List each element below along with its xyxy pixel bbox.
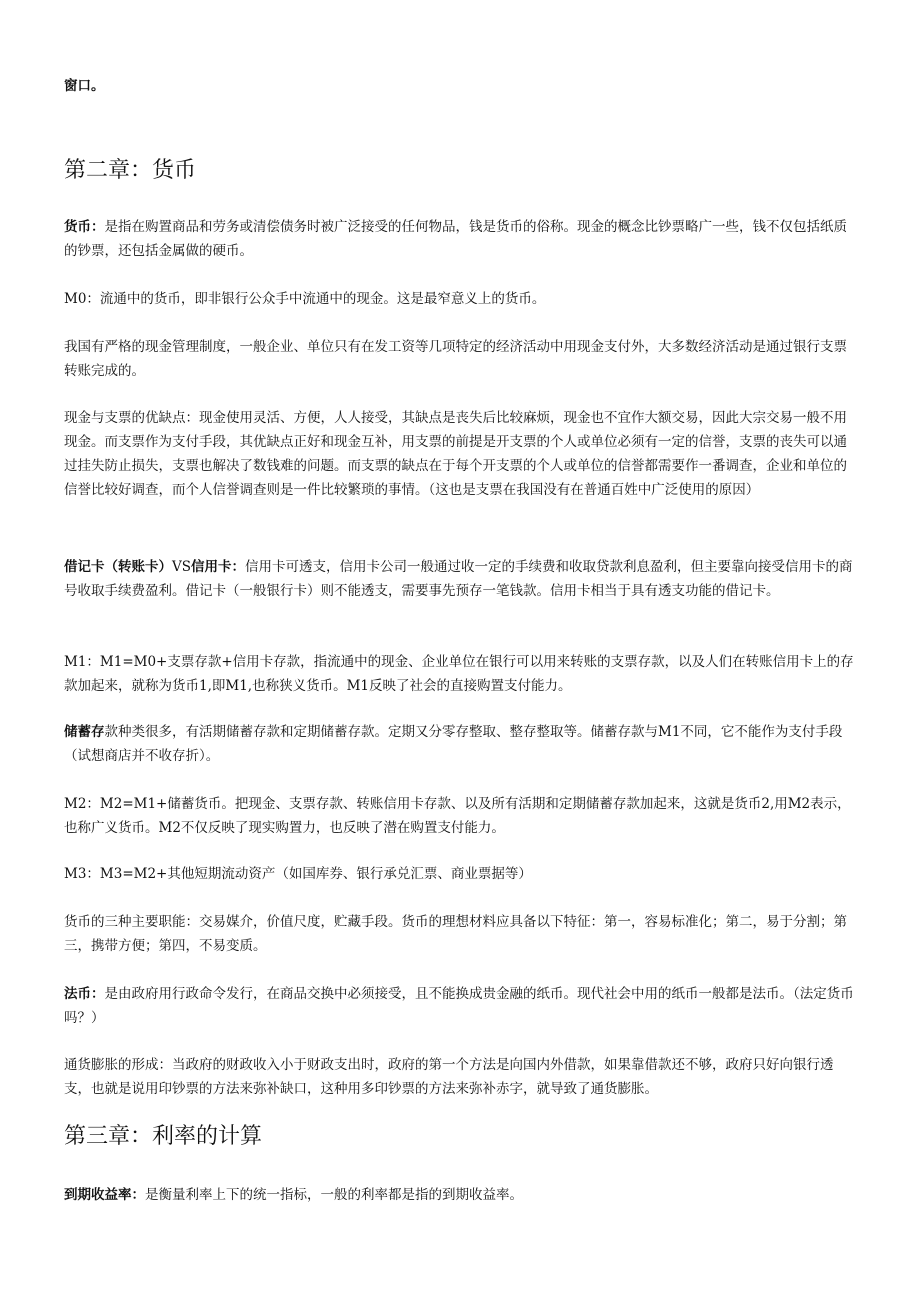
term-credit-card: 信用卡： xyxy=(191,559,245,575)
paragraph-m3: M3：M3=M2+其他短期流动资产（如国库券、银行承兑汇票、商业票据等） xyxy=(64,866,532,882)
fiat-definition: 是由政府用行政命令发行，在商品交换中必须接受，且不能换成贵金融的纸币。现代社会中用的纸币一般都是法币。（法定货币吗？） xyxy=(64,986,854,1026)
paragraph-functions: 货币的三种主要职能：交易媒介，价值尺度，贮藏手段。货币的理想材料应具备以下特征：第一，容易标准化；第二，易于分割；第三，携带方便；第四，不易变质。 xyxy=(64,914,847,954)
money-definition: 是指在购置商品和劳务或清偿债务时被广泛接受的任何物品，钱是货币的俗称。现金的概念比钞票略广一些，钱不仅包括纸质的钞票，还包括金属做的硬币。 xyxy=(64,219,847,259)
savings-definition: 款种类很多，有活期储蓄存款和定期储蓄存款。定期又分零存整取、整存整取等。储蓄存款与M1不同，它不能作为支付手段（试想商店并不收存折）。 xyxy=(64,724,843,764)
vs-label: VS xyxy=(172,559,191,575)
term-ytm: 到期收益率： xyxy=(64,1187,145,1203)
paragraph-m2: M2：M2=M1+储蓄货币。把现金、支票存款、转账信用卡存款、以及所有活期和定期储蓄存款加起来，这就是货币2,用M2表示，也称广义货币。M2不仅反映了现实购置力，也反映了潜在购置支付能力。 xyxy=(64,796,851,836)
term-debit-card: 借记卡（转账卡） xyxy=(64,559,172,575)
paragraph-ytm xyxy=(64,1183,860,1207)
paragraph-inflation: 通货膨胀的形成：当政府的财政收入小于财政支出时，政府的第一个方法是向国内外借款，如果靠借款还不够，政府只好向银行透支，也就是说用印钞票的方法来弥补缺口，这种用多印钞票的方法来弥补赤字，就导致了通货膨胀。 xyxy=(64,1057,834,1097)
paragraph-savings xyxy=(64,720,860,768)
paragraph-debit-credit xyxy=(64,555,860,603)
ytm-definition: 是衡量利率上下的统一指标，一般的利率都是指的到期收益率。 xyxy=(145,1187,523,1203)
debit-credit-definition: 信用卡可透支，信用卡公司一般通过收一定的手续费和收取贷款利息盈利，但主要靠向接受信用卡的商号收取手续费盈利。借记卡（一般银行卡）则不能透支，需要事先预存一笔钱款。信用卡相当于具有透支功能的借记卡。 xyxy=(64,559,853,599)
chapter-2-heading: 第二章：货币 xyxy=(64,158,197,183)
paragraph-fiat xyxy=(64,982,860,1030)
term-fiat: 法币： xyxy=(64,986,105,1002)
term-savings: 储蓄存 xyxy=(64,724,105,740)
chapter-3-heading: 第三章：利率的计算 xyxy=(64,1124,263,1149)
paragraph-m1: M1：M1=M0+支票存款+信用卡存款，指流通中的现金、企业单位在银行可以用来转账的支票存款，以及人们在转账信用卡上的存款加起来，就称为货币1,即M1,也称狭义货币。M1反映了社会的直接购置支付能力。 xyxy=(64,654,854,694)
paragraph-cash-vs-check: 现金与支票的优缺点：现金使用灵活、方便，人人接受，其缺点是丧失后比较麻烦，现金也不宜作大额交易，因此大宗交易一般不用现金。而支票作为支付手段，其优缺点正好和现金互补，用支票的前提是开支票的个人或单位必须有一定的信誉，支票的丧失可以通过挂失防止损失，支票也解决了数钱难的问题。而支票的缺点在于每个开支票的个人或单位的信誉都需要作一番调查，企业和单位的信誉比较好调查，而个人信誉调查则是一件比较繁琐的事情。（这也是支票在我国没有在普通百姓中广泛使用的原因） xyxy=(64,410,847,498)
paragraph-m0: M0：流通中的货币，即非银行公众手中流通中的现金。这是最窄意义上的货币。 xyxy=(64,291,546,307)
paragraph-money xyxy=(64,215,860,263)
term-money: 货币： xyxy=(64,219,105,235)
fragment-text: 窗口。 xyxy=(64,78,105,94)
paragraph-cash-system: 我国有严格的现金管理制度，一般企业、单位只有在发工资等几项特定的经济活动中用现金支付外，大多数经济活动是通过银行支票转账完成的。 xyxy=(64,339,847,379)
